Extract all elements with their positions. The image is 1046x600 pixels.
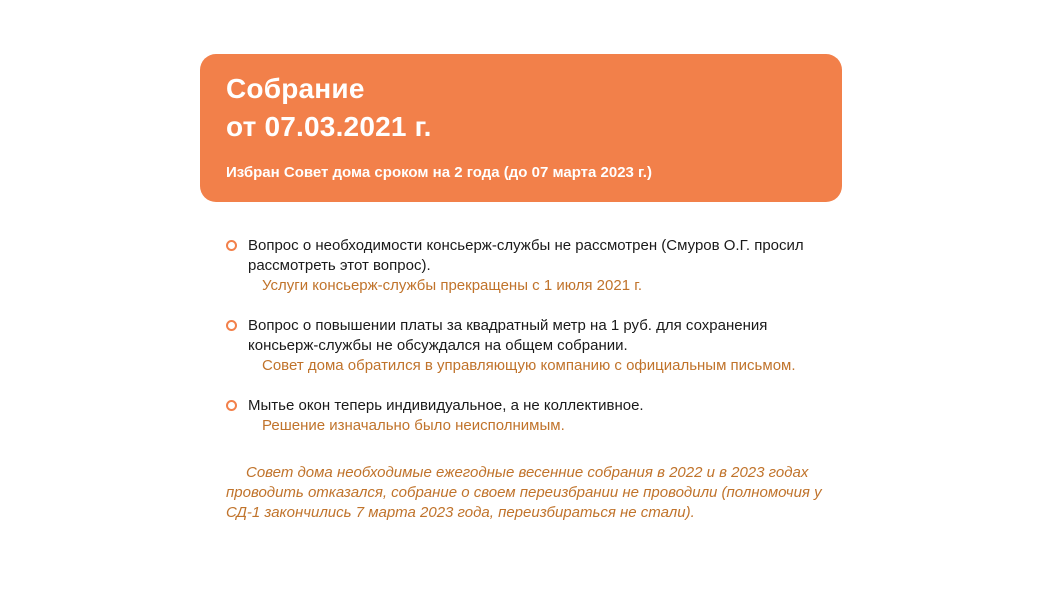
list-item-note: Услуги консьерж-службы прекращены с 1 июля 2021 г. [262, 277, 643, 294]
header-subtitle: Избран Совет дома сроком на 2 года (до 07 марта 2023 г.) [226, 164, 652, 181]
list-item-text: Вопрос о необходимости консьерж-службы не рассмотрен (Смуров О.Г. просил рассмотреть этот вопрос). [248, 237, 804, 274]
bullet-circle-icon [226, 400, 237, 411]
list-item-text: Вопрос о повышении платы за квадратный метр на 1 руб. для сохранения консьерж-службы не обсуждался на общем собрании. [248, 317, 768, 354]
issues-list [226, 236, 836, 436]
list-item [226, 316, 836, 376]
meeting-header-card [200, 54, 842, 202]
list-item-note: Решение изначально было неисполнимым. [262, 417, 565, 434]
bullet-circle-icon [226, 320, 237, 331]
footer-note: Совет дома необходимые ежегодные весенние собрания в 2022 и в 2023 годах проводить отказался, собрание о своем переизбрании не проводили (полномочия у СД-1 закончились 7 марта 2023 года, переизбираться не стали). [226, 464, 822, 521]
bullet-circle-icon [226, 240, 237, 251]
list-item [226, 396, 836, 436]
list-item-text: Мытье окон теперь индивидуальное, а не коллективное. [248, 397, 644, 414]
header-title-line2: от 07.03.2021 г. [226, 111, 432, 142]
header-title-line1: Собрание [226, 73, 365, 104]
list-item [226, 236, 836, 296]
list-item-note: Совет дома обратился в управляющую компанию с официальным письмом. [262, 357, 796, 374]
